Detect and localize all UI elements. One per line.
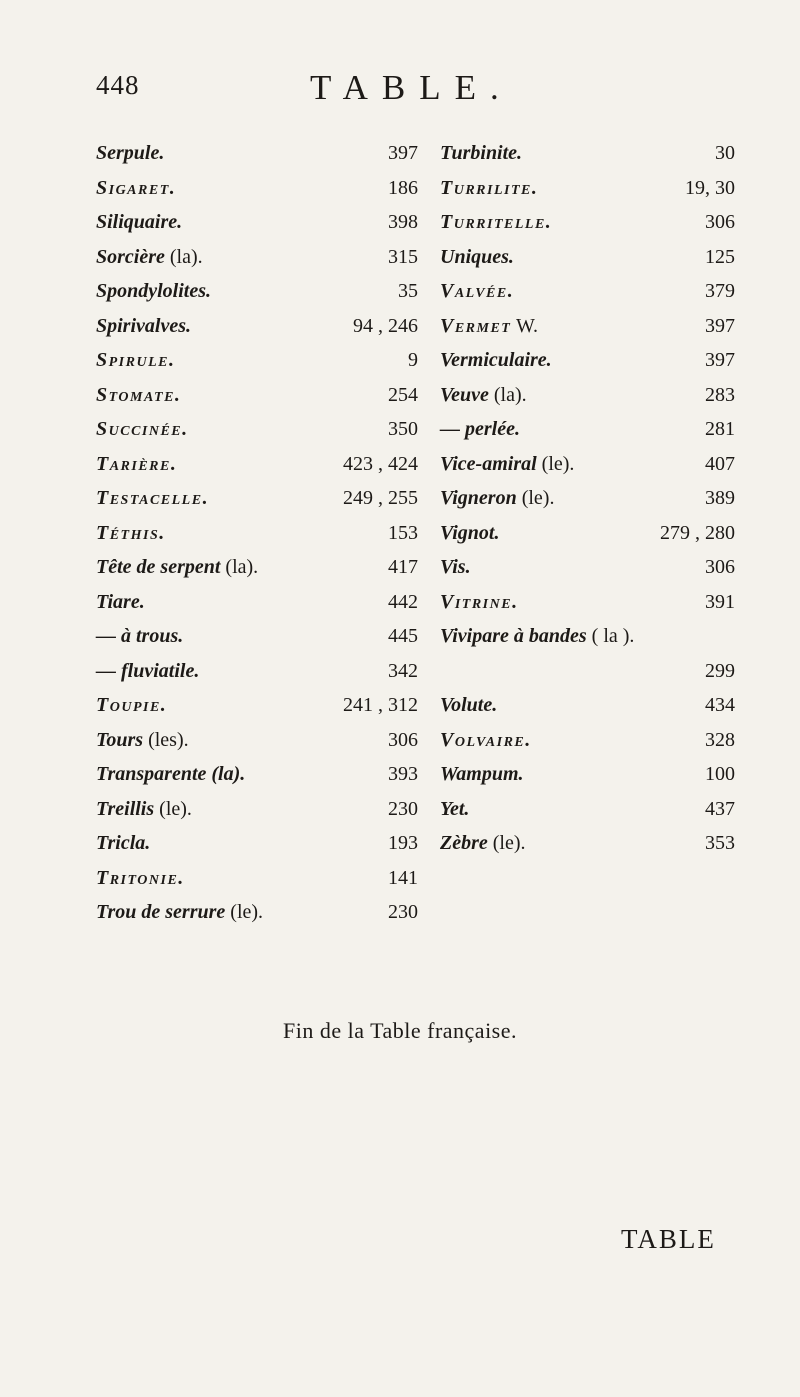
- entry-term-name: Vivipare à bandes: [440, 625, 587, 647]
- catchword: TABLE: [621, 1224, 716, 1254]
- entry-term-name: Transparente (la).: [96, 763, 246, 785]
- index-entry: [96, 309, 418, 344]
- entry-term: [96, 343, 175, 378]
- index-entry: [440, 309, 735, 344]
- entry-pages: 397: [388, 142, 418, 164]
- entry-term-name: Trou de serrure: [96, 901, 226, 923]
- entry-term: [96, 895, 263, 930]
- entry-term: [440, 826, 526, 861]
- entry-term-name: Uniques.: [440, 245, 514, 268]
- entry-term: [96, 792, 192, 827]
- entry-term-name: — à trous.: [96, 625, 184, 647]
- entry-term: [96, 550, 258, 585]
- index-entry: [440, 205, 735, 240]
- entry-term-name: Vignot.: [440, 521, 500, 544]
- entry-term-name: Volvaire.: [440, 728, 532, 751]
- entry-term-name: Volute.: [440, 694, 498, 716]
- entry-pages: 407: [705, 452, 735, 475]
- entry-term-name: Tête de serpent: [96, 556, 221, 578]
- entry-term: [440, 205, 552, 240]
- entry-pages: 141: [388, 866, 418, 889]
- index-entry: [96, 688, 418, 723]
- entry-pages: 125: [705, 245, 735, 268]
- index-entry: [440, 688, 735, 723]
- index-entry: [96, 136, 418, 171]
- entry-term-name: Spirivalves.: [96, 314, 191, 337]
- entry-term-qualifier: (le).: [516, 487, 555, 509]
- entry-term: [96, 826, 150, 861]
- index-entry: [96, 792, 418, 827]
- entry-pages: 230: [388, 901, 418, 923]
- entry-pages: 153: [388, 521, 418, 544]
- entry-term-qualifier: ( la ).: [586, 625, 635, 647]
- index-entry: [96, 757, 418, 792]
- entry-term-name: Tiare.: [96, 590, 145, 613]
- entry-term: [96, 309, 191, 344]
- entry-term: [96, 723, 189, 758]
- entry-term-name: Turritelle.: [440, 211, 553, 233]
- entry-term: [96, 240, 203, 275]
- index-entry: [440, 274, 735, 309]
- page-number: 448: [96, 70, 140, 100]
- entry-term-qualifier: (la).: [164, 245, 203, 268]
- entry-pages: 342: [388, 659, 418, 682]
- entry-pages: 393: [388, 763, 418, 785]
- entry-pages: 423 , 424: [343, 452, 418, 475]
- entry-pages: 306: [705, 556, 735, 578]
- index-entry: [440, 550, 735, 585]
- entry-term: [440, 412, 520, 447]
- entry-term: [96, 688, 167, 723]
- index-entry: [440, 723, 735, 758]
- entry-term-name: Spondylolites.: [96, 280, 212, 302]
- entry-term-name: Veuve: [440, 383, 489, 406]
- index-column-left: [96, 136, 418, 930]
- entry-pages: 397: [705, 314, 735, 337]
- end-of-table-note: Fin de la Table française.: [282, 1018, 518, 1043]
- entry-term: [96, 205, 182, 240]
- entry-pages: 254: [388, 383, 418, 406]
- page-title: TABLE.: [310, 68, 513, 107]
- entry-term: [96, 757, 245, 792]
- entry-term-name: Testacelle.: [96, 487, 210, 509]
- entry-pages: 19, 30: [685, 176, 735, 199]
- page-header: [96, 70, 736, 120]
- entry-term-name: Tritonie.: [96, 866, 185, 889]
- entry-pages: 100: [705, 763, 735, 785]
- index-entry: [440, 343, 735, 378]
- index-entry: [96, 343, 418, 378]
- entry-term: [440, 309, 538, 344]
- entry-term-name: Vigneron: [440, 487, 517, 509]
- entry-term: [96, 378, 181, 413]
- entry-term-name: Vermiculaire.: [440, 349, 552, 371]
- entry-term: [440, 619, 634, 654]
- entry-pages: 249 , 255: [343, 487, 418, 509]
- entry-term-name: Vermet: [440, 314, 512, 337]
- entry-term: [96, 171, 176, 206]
- entry-term: [440, 585, 519, 620]
- entry-pages: 193: [388, 832, 418, 854]
- entry-pages: 230: [388, 797, 418, 820]
- entry-term: [440, 688, 497, 723]
- entry-pages: 94 , 246: [353, 314, 418, 337]
- entry-pages: 353: [705, 832, 735, 854]
- index-column-right: [440, 136, 735, 861]
- entry-term: [96, 481, 209, 516]
- entry-term: [440, 723, 532, 758]
- index-entry: [96, 585, 418, 620]
- entry-term-qualifier: (la).: [488, 383, 527, 406]
- index-entry: [96, 619, 418, 654]
- entry-term: [440, 343, 552, 378]
- entry-term: [440, 240, 514, 275]
- index-entry: [440, 171, 735, 206]
- index-entry: [96, 274, 418, 309]
- entry-term: [440, 447, 574, 482]
- index-entry: [96, 654, 418, 689]
- entry-term: [440, 550, 471, 585]
- entry-term-name: Serpule.: [96, 142, 165, 164]
- entry-pages-continued: 299: [705, 659, 735, 682]
- entry-term: [96, 585, 145, 620]
- index-entry: [440, 240, 735, 275]
- index-entry: [96, 205, 418, 240]
- entry-term: [440, 378, 527, 413]
- entry-term: [96, 136, 164, 171]
- entry-term-name: Turbinite.: [440, 142, 523, 164]
- entry-pages: 279 , 280: [660, 521, 735, 544]
- entry-term: [96, 412, 189, 447]
- entry-term: [440, 136, 522, 171]
- entry-pages: 35: [398, 280, 418, 302]
- index-entry: [96, 240, 418, 275]
- entry-term: [96, 516, 166, 551]
- entry-pages: 417: [388, 556, 418, 578]
- entry-term: [96, 274, 211, 309]
- entry-term: [440, 516, 499, 551]
- entry-term-name: Spirule.: [96, 349, 176, 371]
- entry-term: [440, 792, 469, 827]
- index-entry: [96, 550, 418, 585]
- entry-pages: 315: [388, 245, 418, 268]
- entry-term-name: Sigaret.: [96, 176, 177, 199]
- entry-pages: 379: [705, 280, 735, 302]
- index-entry: [96, 412, 418, 447]
- entry-term-name: Vis.: [440, 556, 471, 578]
- index-entry: [440, 481, 735, 516]
- entry-term-name: Stomate.: [96, 383, 182, 406]
- index-entry: [96, 378, 418, 413]
- entry-pages: 389: [705, 487, 735, 509]
- index-entry: [96, 826, 418, 861]
- entry-term-qualifier: (le).: [487, 832, 526, 854]
- entry-term-name: Yet.: [440, 797, 470, 820]
- index-entry: [440, 619, 735, 688]
- entry-term: [96, 861, 185, 896]
- entry-term-qualifier: (la).: [220, 556, 259, 578]
- entry-term-name: Valvée.: [440, 280, 515, 302]
- entry-term-name: Téthis.: [96, 521, 166, 544]
- entry-term-name: Tours: [96, 728, 144, 751]
- index-entry: [96, 481, 418, 516]
- entry-pages: 30: [715, 142, 735, 164]
- index-entry: [96, 447, 418, 482]
- entry-term: [96, 447, 177, 482]
- entry-pages: 9: [408, 349, 418, 371]
- entry-term: [440, 481, 554, 516]
- index-entry: [440, 585, 735, 620]
- entry-term-name: Turrilite.: [440, 176, 539, 199]
- entry-pages: 328: [705, 728, 735, 751]
- entry-term-name: Wampum.: [440, 763, 524, 785]
- entry-pages: 397: [705, 349, 735, 371]
- entry-pages: 442: [388, 590, 418, 613]
- index-entry: [96, 516, 418, 551]
- entry-pages: 398: [388, 211, 418, 233]
- index-entry: [440, 757, 735, 792]
- entry-term: [440, 171, 538, 206]
- entry-term-name: Sorcière: [96, 245, 165, 268]
- entry-pages: 241 , 312: [343, 694, 418, 716]
- entry-pages: 445: [388, 625, 418, 647]
- index-entry: [96, 171, 418, 206]
- index-entry: [440, 792, 735, 827]
- entry-term-name: Vitrine.: [440, 590, 519, 613]
- index-entry: [96, 895, 418, 930]
- entry-term-qualifier: (les).: [143, 728, 189, 751]
- entry-pages: 306: [388, 728, 418, 751]
- entry-term-name: Succinée.: [96, 418, 189, 440]
- index-entry: [440, 516, 735, 551]
- entry-term-name: — fluviatile.: [96, 659, 200, 682]
- entry-term-name: Tricla.: [96, 832, 151, 854]
- entry-term-name: Zèbre: [440, 832, 488, 854]
- entry-term-name: Toupie.: [96, 694, 168, 716]
- entry-pages: 186: [388, 176, 418, 199]
- entry-term-name: Siliquaire.: [96, 211, 183, 233]
- index-entry: [440, 136, 735, 171]
- index-entry: [440, 447, 735, 482]
- index-entry: [440, 412, 735, 447]
- entry-term-name: Tarière.: [96, 452, 178, 475]
- index-entry: [440, 378, 735, 413]
- entry-term: [440, 274, 514, 309]
- index-entry: [440, 826, 735, 861]
- entry-term-name: Vice-amiral: [440, 452, 537, 475]
- entry-pages: 391: [705, 590, 735, 613]
- entry-term-qualifier: (le).: [536, 452, 575, 475]
- entry-term: [96, 654, 199, 689]
- entry-pages: 437: [705, 797, 735, 820]
- entry-pages: 306: [705, 211, 735, 233]
- entry-term-qualifier: (le).: [225, 901, 264, 923]
- index-entry: [96, 723, 418, 758]
- entry-term: [96, 619, 183, 654]
- entry-term-qualifier: W.: [511, 314, 539, 337]
- entry-pages: 350: [388, 418, 418, 440]
- index-entry: [96, 861, 418, 896]
- entry-term: [440, 757, 524, 792]
- entry-pages: 434: [705, 694, 735, 716]
- entry-pages: 283: [705, 383, 735, 406]
- entry-pages: 281: [705, 418, 735, 440]
- entry-term-name: Treillis: [96, 797, 155, 820]
- entry-term-name: — perlée.: [440, 418, 520, 440]
- entry-term-qualifier: (le).: [154, 797, 192, 820]
